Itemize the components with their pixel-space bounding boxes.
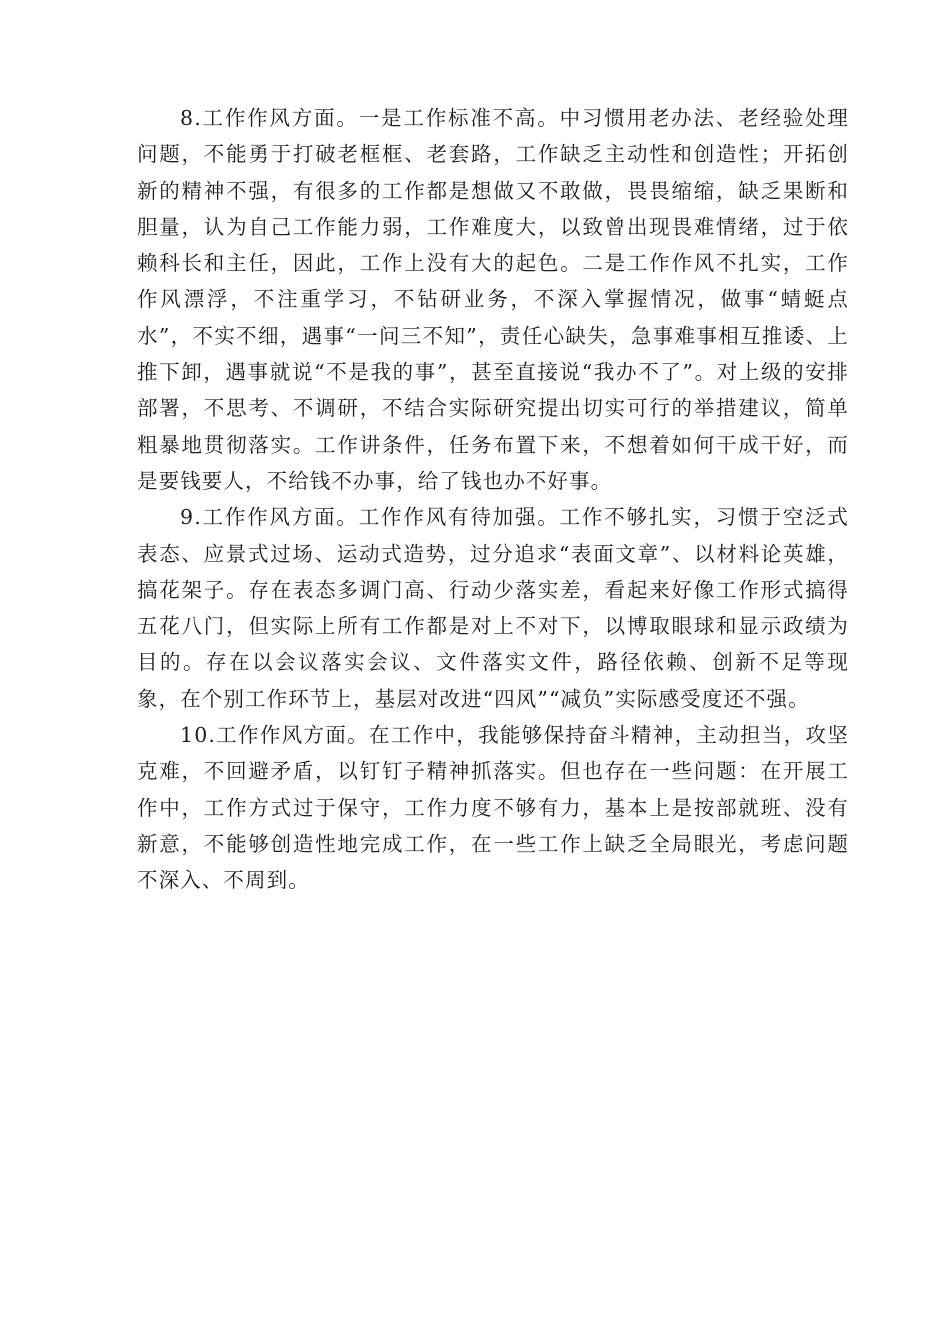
paragraph-10: 10.工作作风方面。在工作中，我能够保持奋斗精神，主动担当，攻坚克难，不回避矛盾，以钉钉子精神抓落实。但也存在一些问题：在开展工作中，工作方式过于保守，工作力度不够有力，基本上是按部就班、没有新意，不能够创造性地完成工作，在一些工作上缺乏全局眼光，考虑问题不深入、不周到。 (137, 723, 849, 893)
document-body (137, 100, 849, 899)
paragraph-8: 8.工作作风方面。一是工作标准不高。中习惯用老办法、老经验处理问题，不能勇于打破老框框、老套路，工作缺乏主动性和创造性；开拓创新的精神不强，有很多的工作都是想做又不敢做，畏畏缩缩，缺乏果断和胆量，认为自己工作能力弱，工作难度大，以致曾出现畏难情绪，过于依赖科长和主任，因此，工作上没有大的起色。二是工作作风不扎实，工作作风漂浮，不注重学习，不钻研业务，不深入掌握情况，做事“蜻蜓点水”，不实不细，遇事“一问三不知”，责任心缺失，急事难事相互推诿、上推下卸，遇事就说“不是我的事”，甚至直接说“我办不了”。对上级的安排部署，不思考、不调研，不结合实际研究提出切实可行的举措建议，简单粗暴地贯彻落实。工作讲条件，任务布置下来，不想着如何干成干好，而是要钱要人，不给钱不办事，给了钱也办不好事。 (137, 106, 849, 493)
paragraph-9: 9.工作作风方面。工作作风有待加强。工作不够扎实，习惯于空泛式表态、应景式过场、运动式造势，过分追求“表面文章”、以材料论英雄，搞花架子。存在表态多调门高、行动少落实差，看起来好像工作形式搞得五花八门，但实际上所有工作都是对上不对下，以博取眼球和显示政绩为目的。存在以会议落实会议、文件落实文件，路径依赖、创新不足等现象，在个别工作环节上，基层对改进“四风”“减负”实际感受度还不强。 (137, 505, 849, 711)
